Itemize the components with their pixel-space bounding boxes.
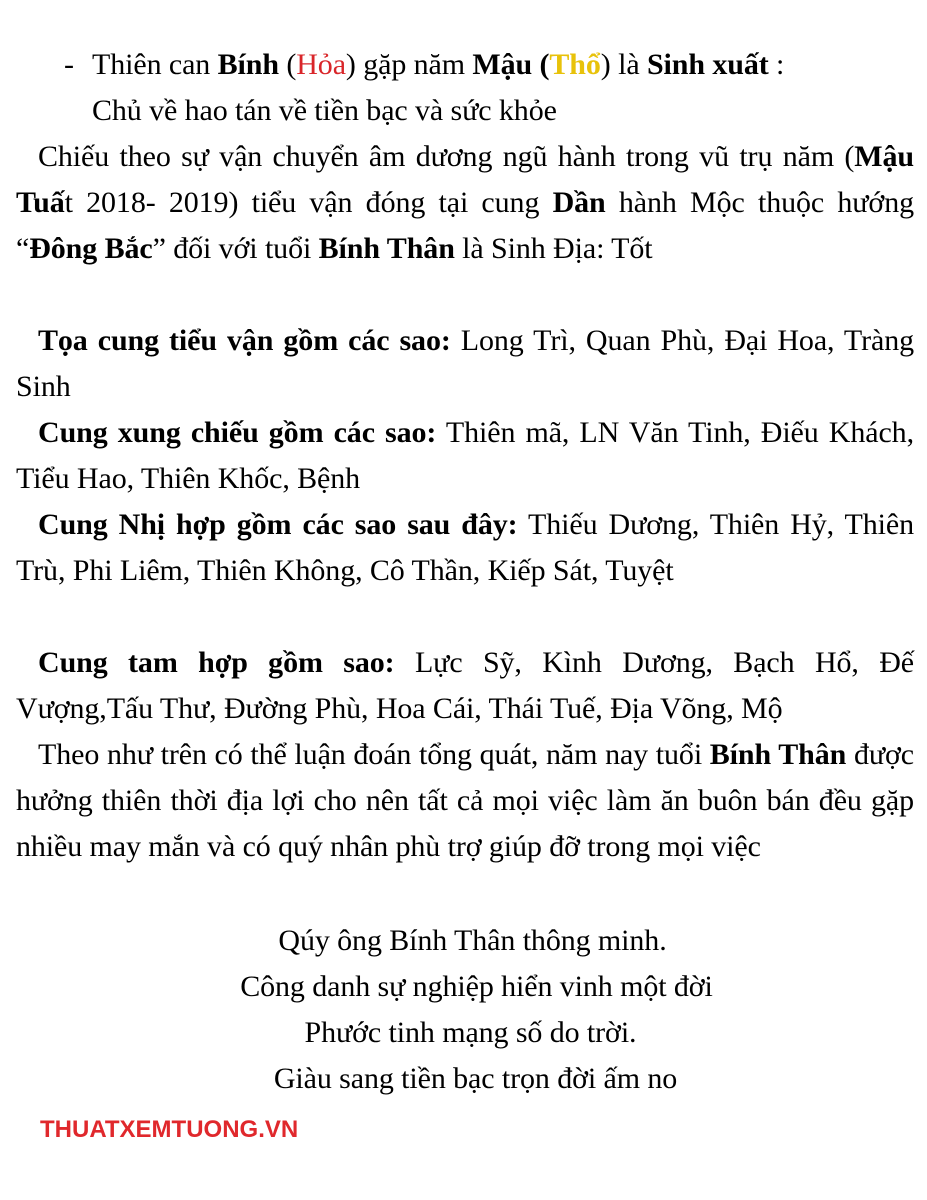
bullet-colon: : [768, 48, 785, 81]
poem [0, 918, 927, 1102]
bullet-text-la: là [610, 48, 647, 81]
conclusion-binh-than: Bính Thân [709, 738, 847, 771]
bullet-text: Thiên can [92, 48, 218, 81]
intro-text-4: ” đối với tuổi [152, 232, 319, 265]
conclusion-paragraph [16, 732, 914, 870]
poem-line-3: Phước tinh mạng số do trời. [304, 1016, 637, 1049]
bullet-hoa: Hỏa [296, 48, 346, 81]
nhi-hop-label: Cung Nhị hợp gồm các sao sau đây: [38, 508, 518, 541]
intro-dong-bac: Đông Bắc [29, 232, 153, 265]
toa-cung-paragraph [16, 318, 914, 410]
bullet-binh: Bính [217, 48, 279, 81]
bullet-text-gap-nam: ) gặp năm [345, 48, 473, 81]
site-watermark: THUATXEMTUONG.VN [40, 1116, 299, 1143]
bullet-item-thien-can [64, 42, 914, 134]
tam-hop-paragraph [16, 640, 914, 732]
intro-text-1: Chiếu theo sự vận chuyển âm dương ngũ hành trong vũ trụ năm ( [38, 140, 855, 173]
nhi-hop-text: Thiếu Dương, Thiên Hỷ, Thiên Trù, Phi Liêm, Thiên Không, Cô Thần, Kiếp Sát, Tuyệt [16, 508, 915, 587]
intro-text-5: là Sinh Địa: Tốt [454, 232, 653, 265]
bullet-mau: Mậu [472, 48, 533, 81]
toa-cung-text: Long Trì, Quan Phù, Đại Hoa, Tràng Sinh [16, 324, 914, 403]
xung-chieu-label: Cung xung chiếu gồm các sao: [38, 416, 437, 449]
intro-text-2: t 2018- 2019) tiểu vận đóng tại cung [64, 186, 553, 219]
bullet-paren-open: ( [278, 48, 297, 81]
nhi-hop-paragraph [16, 502, 914, 594]
poem-line-4: Giàu sang tiền bạc trọn đời ấm no [273, 1062, 678, 1095]
bullet-sinh-xuat: Sinh xuất [646, 48, 769, 81]
xung-chieu-text: Thiên mã, LN Văn Tinh, Điếu Khách, Tiểu Hao, Thiên Khốc, Bệnh [16, 416, 914, 495]
tam-hop-text: Lực Sỹ, Kình Dương, Bạch Hổ, Đế Vượng,Tấu Thư, Đường Phù, Hoa Cái, Thái Tuế, Địa Võng, Mộ [16, 646, 914, 725]
bullet-line-2: Chủ về hao tán về tiền bạc và sức khỏe [92, 94, 557, 127]
intro-dan: Dần [552, 186, 606, 219]
poem-line-1: Qúy ông Bính Thân thông minh. [278, 924, 667, 957]
xung-chieu-paragraph [16, 410, 914, 502]
poem-line-2: Công danh sự nghiệp hiển vinh một đời [240, 970, 713, 1003]
intro-mau-tuat: Mậu Tuấ [16, 140, 914, 219]
conclusion-text-2: được hưởng thiên thời địa lợi cho nên tất cả mọi việc làm ăn buôn bán đều gặp nhiều may mắn và có quý nhân phù trợ giúp đỡ trong mọi việc [16, 738, 914, 863]
bullet-paren-close: ) [600, 48, 611, 81]
intro-text-3: hành Mộc thuộc hướng “ [16, 186, 915, 265]
bullet-dash: - [64, 48, 74, 81]
toa-cung-label: Tọa cung tiểu vận gồm các sao: [38, 324, 451, 357]
bullet-tho: Thổ [549, 48, 601, 81]
intro-binh-than: Bính Thân [318, 232, 455, 265]
conclusion-text-1: Theo như trên có thể luận đoán tổng quát, năm nay tuổi [38, 738, 710, 771]
intro-paragraph [16, 134, 914, 272]
bullet-paren-open-2: ( [532, 48, 550, 81]
tam-hop-label: Cung tam hợp gồm sao: [38, 646, 395, 679]
